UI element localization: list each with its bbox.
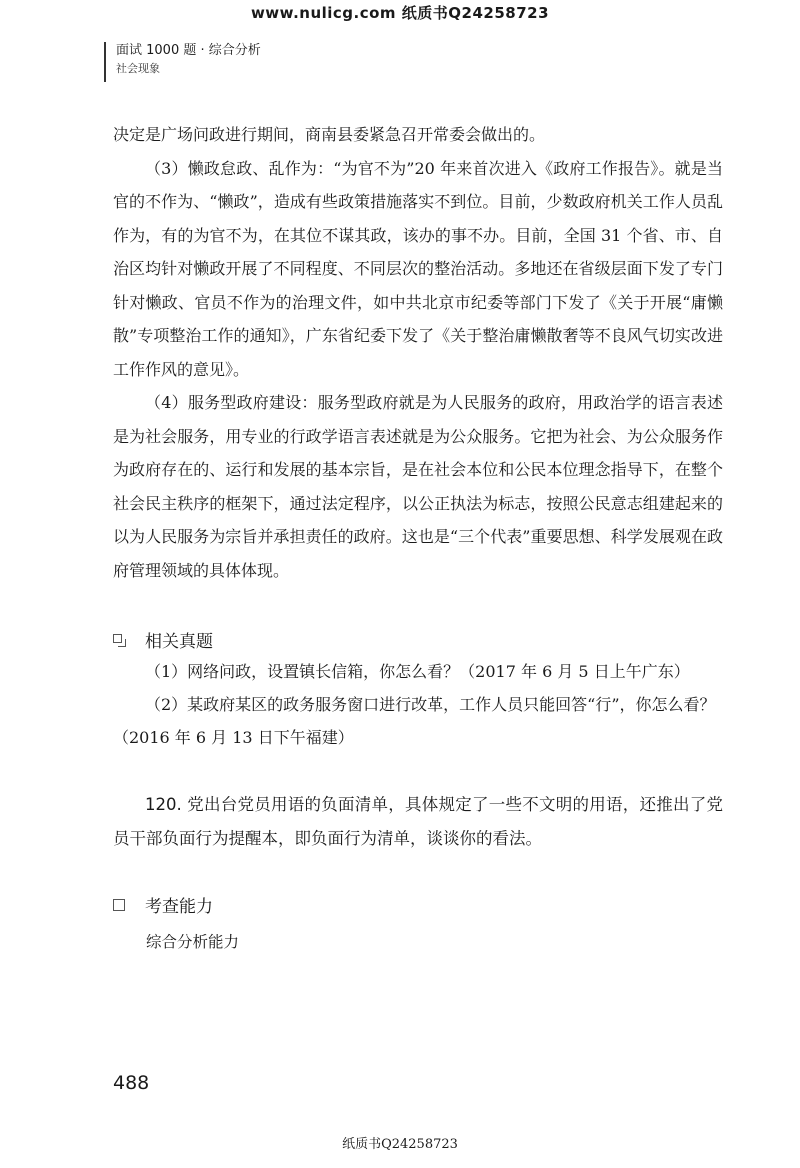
page-number: 488 bbox=[113, 1072, 150, 1094]
related-question-1: （1）网络问政，设置镇长信箱，你怎么看？（2017 年 6 月 5 日上午广东） bbox=[145, 662, 690, 681]
related-questions-list bbox=[113, 655, 723, 754]
section-marker-icon bbox=[113, 634, 125, 646]
related-questions-title: 相关真题 bbox=[145, 632, 213, 652]
checkbox-marker-icon bbox=[113, 899, 125, 911]
running-head bbox=[104, 42, 261, 82]
top-watermark: www.nulicg.com 纸质书Q24258723 bbox=[250, 4, 550, 22]
book-title: 面试 1000 题 · 综合分析 bbox=[116, 43, 261, 58]
ability-value: 综合分析能力 bbox=[146, 933, 240, 951]
bottom-watermark: 纸质书Q24258723 bbox=[342, 1137, 458, 1152]
paragraph-continued: 决定是广场问政进行期间，商南县委紧急召开常委会做出的。 bbox=[113, 125, 546, 144]
related-question-2: （2）某政府某区的政务服务窗口进行改革，工作人员只能回答“行”，你怎么看？（2016 年 6 月 13 日下午福建） bbox=[113, 695, 716, 747]
ability-title: 考查能力 bbox=[145, 897, 213, 917]
paragraph-lazy-governance: （3）懒政怠政、乱作为：“为官不为”20 年来首次进入《政府工作报告》。就是当官的不作为、“懒政”，造成有些政策措施落实不到位。目前，少数政府机关工作人员乱作为，有的为官不为，在其位不谋其政，该办的事不办。目前，全国 31 个省、市、自治区均针对懒政开展了不同程度、不同层次的整治活动。多地还在省级层面下发了专门针对懒政、官员不作为的治理文件，如中共北京市纪委等部门下发了《关于开展“庸懒散”专项整治工作的通知》，广东省纪委下发了《关于整治庸懒散奢等不良风气切实改进工作作风的意见》。 bbox=[113, 158, 723, 379]
section-title: 社会现象 bbox=[116, 62, 160, 75]
paragraph-service-government: （4）服务型政府建设：服务型政府就是为人民服务的政府，用政治学的语言表述是为社会服务，用专业的行政学语言表述就是为公众服务。它把为社会、为公众服务作为政府存在的、运行和发展的基本宗旨，是在社会本位和公民本位理念指导下，在整个社会民主秩序的框架下，通过法定程序，以公正执法为标志，按照公民意志组建起来的以为人民服务为宗旨并承担责任的政府。这也是“三个代表”重要思想、科学发展观在政府管理领域的具体体现。 bbox=[113, 393, 723, 580]
body-paragraphs bbox=[113, 118, 723, 587]
related-questions-heading bbox=[113, 627, 213, 652]
ability-heading bbox=[113, 892, 213, 917]
question-120: 120. 党出台党员用语的负面清单，具体规定了一些不文明的用语，还推出了党员干部负面行为提醒本，即负面行为清单，谈谈你的看法。 bbox=[113, 795, 723, 848]
